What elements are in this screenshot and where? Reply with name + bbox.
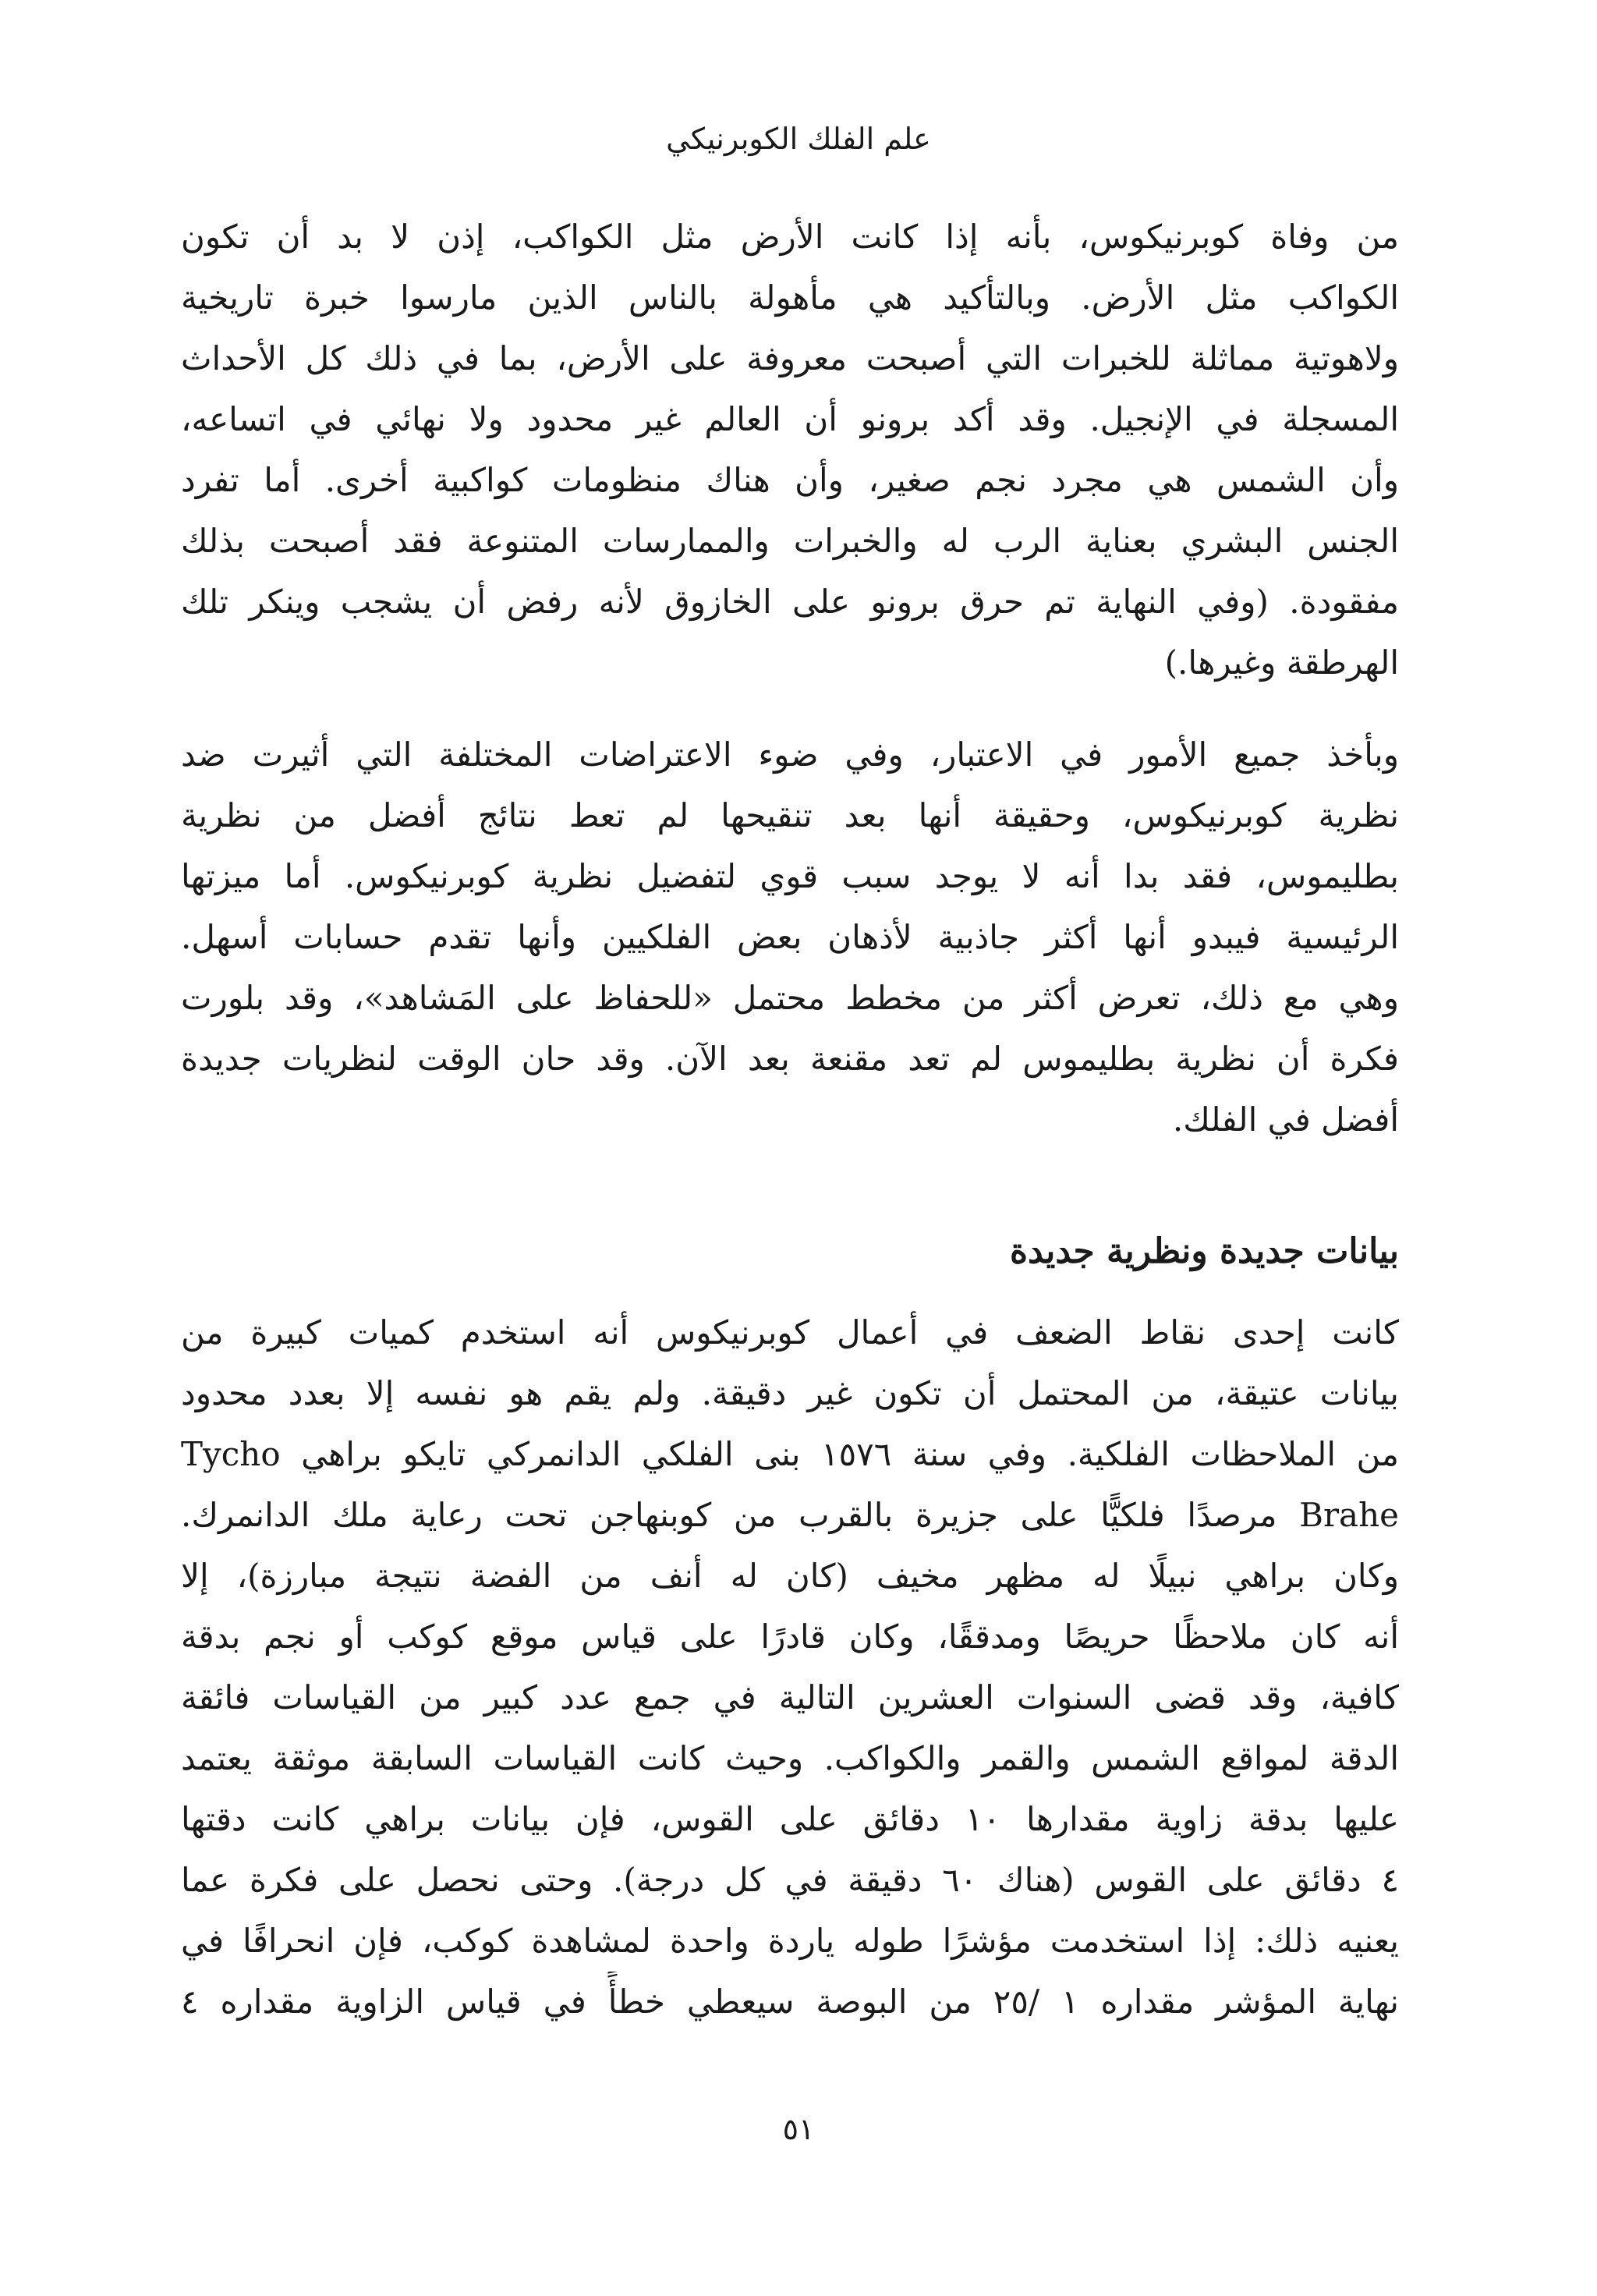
text-line: المسجلة في الإنجيل. وقد أكد برونو أن العالم غير محدود ولا نهائي في اتساعه، bbox=[181, 400, 1399, 438]
text-line: كانت إحدى نقاط الضعف في أعمال كوبرنيكوس أنه استخدم كميات كبيرة من bbox=[181, 1313, 1399, 1352]
text-line: يعنيه ذلك: إذا استخدمت مؤشرًا طوله ياردة واحدة لمشاهدة كوكب، فإن انحرافًا في bbox=[181, 1922, 1399, 1960]
text-line: Brahe مرصدًا فلكيًّا على جزيرة بالقرب من كوبنهاجن تحت رعاية ملك الدانمرك. bbox=[181, 1496, 1399, 1534]
text-line: وهي مع ذلك، تعرض أكثر من مخطط محتمل «للحفاظ على المَشاهد»، وقد بلورت bbox=[181, 979, 1399, 1017]
text-line: وأن الشمس هي مجرد نجم صغير، وأن هناك منظومات كواكبية أخرى. أما تفرد bbox=[181, 461, 1399, 499]
text-line: من الملاحظات الفلكية. وفي سنة ١٥٧٦ بنى الفلكي الدانمركي تايكو براهي Tycho bbox=[181, 1435, 1399, 1473]
text-line: وبأخذ جميع الأمور في الاعتبار، وفي ضوء الاعتراضات المختلفة التي أثيرت ضد bbox=[181, 735, 1399, 774]
text-line: كافية، وقد قضى السنوات العشرين التالية في جمع عدد كبير من القياسات فائقة bbox=[181, 1678, 1399, 1717]
text-line: وكان براهي نبيلًا له مظهر مخيف (كان له أنف من الفضة نتيجة مبارزة)، إلا bbox=[181, 1557, 1399, 1595]
text-line: أفضل في الفلك. bbox=[1172, 1100, 1399, 1139]
text-line: الكواكب مثل الأرض. وبالتأكيد هي مأهولة بالناس الذين مارسوا خبرة تاريخية bbox=[181, 278, 1399, 317]
text-line: ولاهوتية مماثلة للخبرات التي أصبحت معروفة على الأرض، بما في ذلك كل الأحداث bbox=[181, 339, 1399, 377]
section-paragraph bbox=[181, 1302, 1399, 2032]
text-line: من وفاة كوبرنيكوس، بأنه إذا كانت الأرض مثل الكواكب، إذن لا بد أن تكون bbox=[181, 218, 1399, 256]
section-heading: بيانات جديدة ونظرية جديدة bbox=[1009, 1231, 1399, 1271]
text-line: نظرية كوبرنيكوس، وحقيقة أنها بعد تنقيحها لم تعط نتائج أفضل من نظرية bbox=[181, 796, 1399, 834]
text-line: الهرطقة وغيرها.) bbox=[1164, 643, 1399, 682]
text-line: نهاية المؤشر مقداره ١ /٢٥ من البوصة سيعطي خطأً في قياس الزاوية مقداره ٤ bbox=[181, 1982, 1399, 2021]
page-number: ٥١ bbox=[782, 2112, 815, 2146]
text-line: بيانات عتيقة، من المحتمل أن تكون غير دقيقة. ولم يقم هو نفسه إلا بعدد محدود bbox=[181, 1374, 1399, 1412]
text-line: فكرة أن نظرية بطليموس لم تعد مقنعة بعد الآن. وقد حان الوقت لنظريات جديدة bbox=[181, 1040, 1399, 1078]
text-line: الجنس البشري بعناية الرب له والخبرات والممارسات المتنوعة فقد أصبحت بذلك bbox=[181, 522, 1399, 560]
text-line: بطليموس، فقد بدا أنه لا يوجد سبب قوي لتفضيل نظرية كوبرنيكوس. أما ميزتها bbox=[181, 857, 1399, 895]
text-line: مفقودة. (وفي النهاية تم حرق برونو على الخازوق لأنه رفض أن يشجب وينكر تلك bbox=[181, 583, 1399, 621]
paragraph-1 bbox=[181, 207, 1399, 693]
text-line: الرئيسية فيبدو أنها أكثر جاذبية لأذهان بعض الفلكيين وأنها تقدم حسابات أسهل. bbox=[181, 918, 1399, 956]
text-line: الدقة لمواقع الشمس والقمر والكواكب. وحيث كانت القياسات السابقة موثقة يعتمد bbox=[181, 1739, 1399, 1777]
paragraph-2 bbox=[181, 725, 1399, 1150]
text-line: ٤ دقائق على القوس (هناك ٦٠ دقيقة في كل درجة). وحتى نحصل على فكرة عما bbox=[181, 1861, 1399, 1899]
text-line: عليها بدقة زاوية مقدارها ١٠ دقائق على القوس، فإن بيانات براهي كانت دقتها bbox=[181, 1800, 1399, 1838]
text-line: أنه كان ملاحظًا حريصًا ومدققًا، وكان قادرًا على قياس موقع كوكب أو نجم بدقة bbox=[181, 1617, 1399, 1656]
running-header: علم الفلك الكوبرنيكي bbox=[666, 122, 931, 156]
